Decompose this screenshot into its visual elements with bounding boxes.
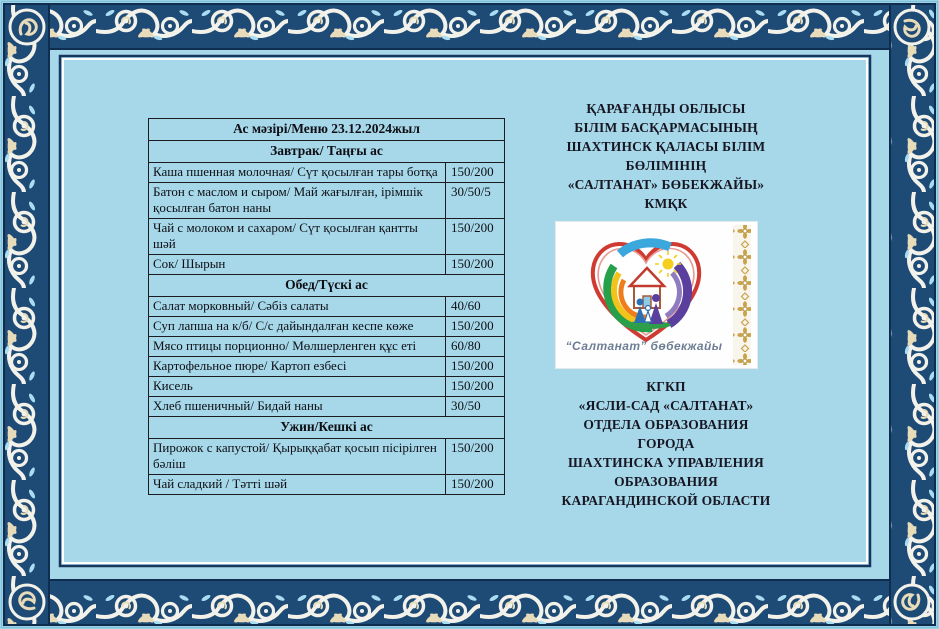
dish-name: Пирожок с капустой/ Қырыққабат қосып пісірілген бәліш bbox=[149, 439, 446, 475]
dish-name: Сок/ Шырын bbox=[149, 255, 446, 275]
table-row bbox=[149, 337, 505, 357]
menu-title: Ас мәзірі/Меню 23.12.2024жыл bbox=[149, 119, 505, 141]
dish-name: Картофельное пюре/ Картоп езбесі bbox=[149, 357, 446, 377]
table-row bbox=[149, 183, 505, 219]
dish-portion: 60/80 bbox=[446, 337, 505, 357]
org-ru-line: ОТДЕЛА ОБРАЗОВАНИЯ bbox=[583, 417, 749, 432]
section-lunch bbox=[149, 275, 505, 297]
table-row bbox=[149, 317, 505, 337]
dish-name: Каша пшенная молочная/ Сүт қосылған тары ботқа bbox=[149, 163, 446, 183]
section-breakfast-label: Завтрак/ Таңғы ас bbox=[149, 141, 505, 163]
logo-box bbox=[556, 222, 757, 368]
org-kk-line: БӨЛІМІНІҢ bbox=[625, 158, 707, 173]
org-name-kk bbox=[534, 99, 798, 213]
section-lunch-label: Обед/Түскі ас bbox=[149, 275, 505, 297]
section-dinner-label: Ужин/Кешкі ас bbox=[149, 417, 505, 439]
dish-portion: 150/200 bbox=[446, 219, 505, 255]
org-ru-line: ОБРАЗОВАНИЯ bbox=[614, 474, 718, 489]
dish-portion: 150/200 bbox=[446, 377, 505, 397]
dish-name: Кисель bbox=[149, 377, 446, 397]
table-row bbox=[149, 475, 505, 495]
dish-portion: 30/50/5 bbox=[446, 183, 505, 219]
dish-portion: 150/200 bbox=[446, 475, 505, 495]
table-row bbox=[149, 297, 505, 317]
dish-portion: 150/200 bbox=[446, 255, 505, 275]
dish-name: Мясо птицы порционно/ Мөлшерленген құс еті bbox=[149, 337, 446, 357]
org-kk-line: ШАХТИНСК ҚАЛАСЫ БІЛІМ bbox=[566, 139, 766, 154]
table-row bbox=[149, 255, 505, 275]
dish-portion: 150/200 bbox=[446, 357, 505, 377]
logo-caption: “Салтанат” бөбекжайы bbox=[565, 339, 723, 353]
dish-name: Чай с молоком и сахаром/ Сүт қосылған қантты шәй bbox=[149, 219, 446, 255]
org-kk-line: БІЛІМ БАСҚАРМАСЫНЫҢ bbox=[574, 120, 758, 135]
gold-ornament-strip bbox=[733, 225, 751, 365]
menu-table bbox=[148, 118, 505, 495]
org-ru-line: «ЯСЛИ-САД «САЛТАНАТ» bbox=[578, 398, 754, 413]
dish-portion: 150/200 bbox=[446, 439, 505, 475]
menu-title-row bbox=[149, 119, 505, 141]
table-row bbox=[149, 377, 505, 397]
dish-portion: 150/200 bbox=[446, 163, 505, 183]
org-name-ru bbox=[532, 377, 800, 510]
org-ru-line: КАРАГАНДИНСКОЙ ОБЛАСТИ bbox=[561, 493, 771, 508]
dish-name: Салат морковный/ Сәбіз салаты bbox=[149, 297, 446, 317]
table-row bbox=[149, 163, 505, 183]
dish-name: Батон с маслом и сыром/ Май жағылған, ірімшік қосылған батон наны bbox=[149, 183, 446, 219]
table-row bbox=[149, 357, 505, 377]
org-ru-line: ШАХТИНСКА УПРАВЛЕНИЯ bbox=[568, 455, 764, 470]
org-ru-line: ГОРОДА bbox=[637, 436, 695, 451]
org-kk-line: «САЛТАНАТ» БӨБЕКЖАЙЫ» bbox=[567, 177, 765, 192]
table-row bbox=[149, 397, 505, 417]
org-kk-line: КМҚК bbox=[644, 196, 688, 211]
section-breakfast bbox=[149, 141, 505, 163]
dish-portion: 30/50 bbox=[446, 397, 505, 417]
org-kk-line: ҚАРАҒАНДЫ ОБЛЫСЫ bbox=[586, 101, 746, 116]
dish-portion: 40/60 bbox=[446, 297, 505, 317]
org-ru-line: КГКП bbox=[646, 379, 686, 394]
section-dinner bbox=[149, 417, 505, 439]
dish-name: Чай сладкий / Тәтті шәй bbox=[149, 475, 446, 495]
dish-name: Суп лапша на к/б/ С/с дайындалған кеспе көже bbox=[149, 317, 446, 337]
table-row bbox=[149, 219, 505, 255]
dish-portion: 150/200 bbox=[446, 317, 505, 337]
table-row bbox=[149, 439, 505, 475]
dish-name: Хлеб пшеничный/ Бидай наны bbox=[149, 397, 446, 417]
